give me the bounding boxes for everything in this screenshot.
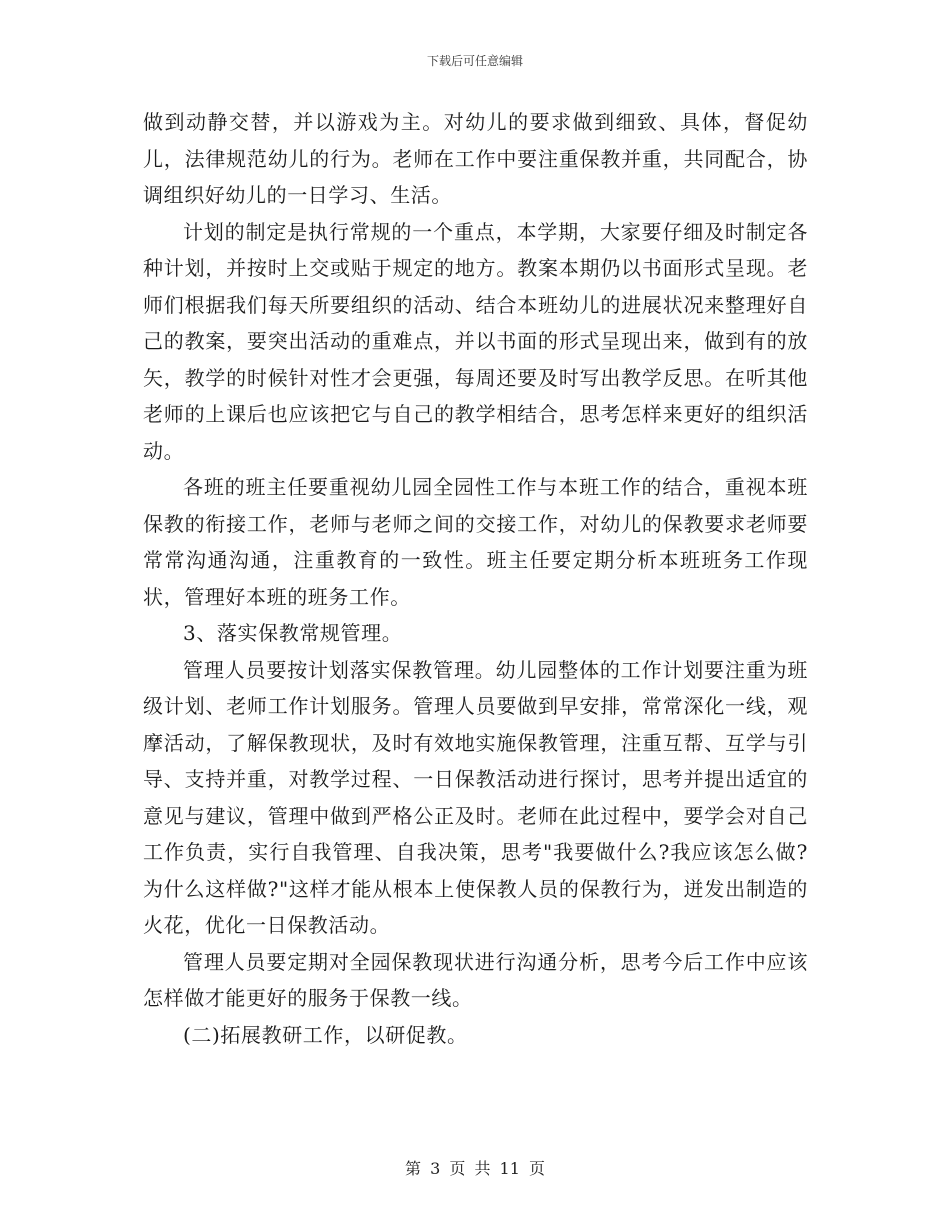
section-heading-2: (二)拓展教研工作，以研促教。 [183,1022,468,1047]
document-body [143,104,808,1053]
paragraph-planning: 计划的制定是执行常规的一个重点，本学期，大家要仔细及时制定各种计划，并按时上交或贴于规定的地方。教案本期仍以书面形式呈现。老师们根据我们每天所要组织的活动、结合本班幼儿的进展状况来整理好自己的教案，要突出活动的重难点，并以书面的形式呈现出来，做到有的放矢，教学的时候针对性才会更强，每周还要及时写出教学反思。在听其他老师的上课后也应该把它与自己的教学相结合，思考怎样来更好的组织活动。 [143,219,808,463]
page-header-note: 下载后可任意编辑 [426,54,523,68]
paragraph-analysis: 管理人员要定期对全园保教现状进行沟通分析，思考今后工作中应该怎样做才能更好的服务于保教一线。 [143,949,808,1010]
paragraph-continued: 做到动静交替，并以游戏为主。对幼儿的要求做到细致、具体，督促幼儿，法律规范幼儿的行为。老师在工作中要注重保教并重，共同配合，协调组织好幼儿的一日学习、生活。 [143,110,808,207]
paragraph-management: 管理人员要按计划落实保教管理。幼儿园整体的工作计划要注重为班级计划、老师工作计划服务。管理人员要做到早安排，常常深化一线，观摩活动，了解保教现状，及时有效地实施保教管理，注重互帮、互学与引导、支持并重，对教学过程、一日保教活动进行探讨，思考并提出适宜的意见与建议，管理中做到严格公正及时。老师在此过程中，要学会对自己工作负责，实行自我管理、自我决策，思考"我要做什么?我应该怎么做?为什么这样做?"这样才能从根本上使保教人员的保教行为，迸发出制造的火花，优化一日保教活动。 [143,657,808,937]
paragraph-class-teacher: 各班的班主任要重视幼儿园全园性工作与本班工作的结合，重视本班保教的衔接工作，老师与老师之间的交接工作，对幼儿的保教要求老师要常常沟通沟通，注重教育的一致性。班主任要定期分析本班班务工作现状，管理好本班的班务工作。 [143,475,808,609]
page-number-footer: 第 3 页 共 11 页 [405,1159,545,1178]
section-heading-3: 3、落实保教常规管理。 [183,621,403,645]
